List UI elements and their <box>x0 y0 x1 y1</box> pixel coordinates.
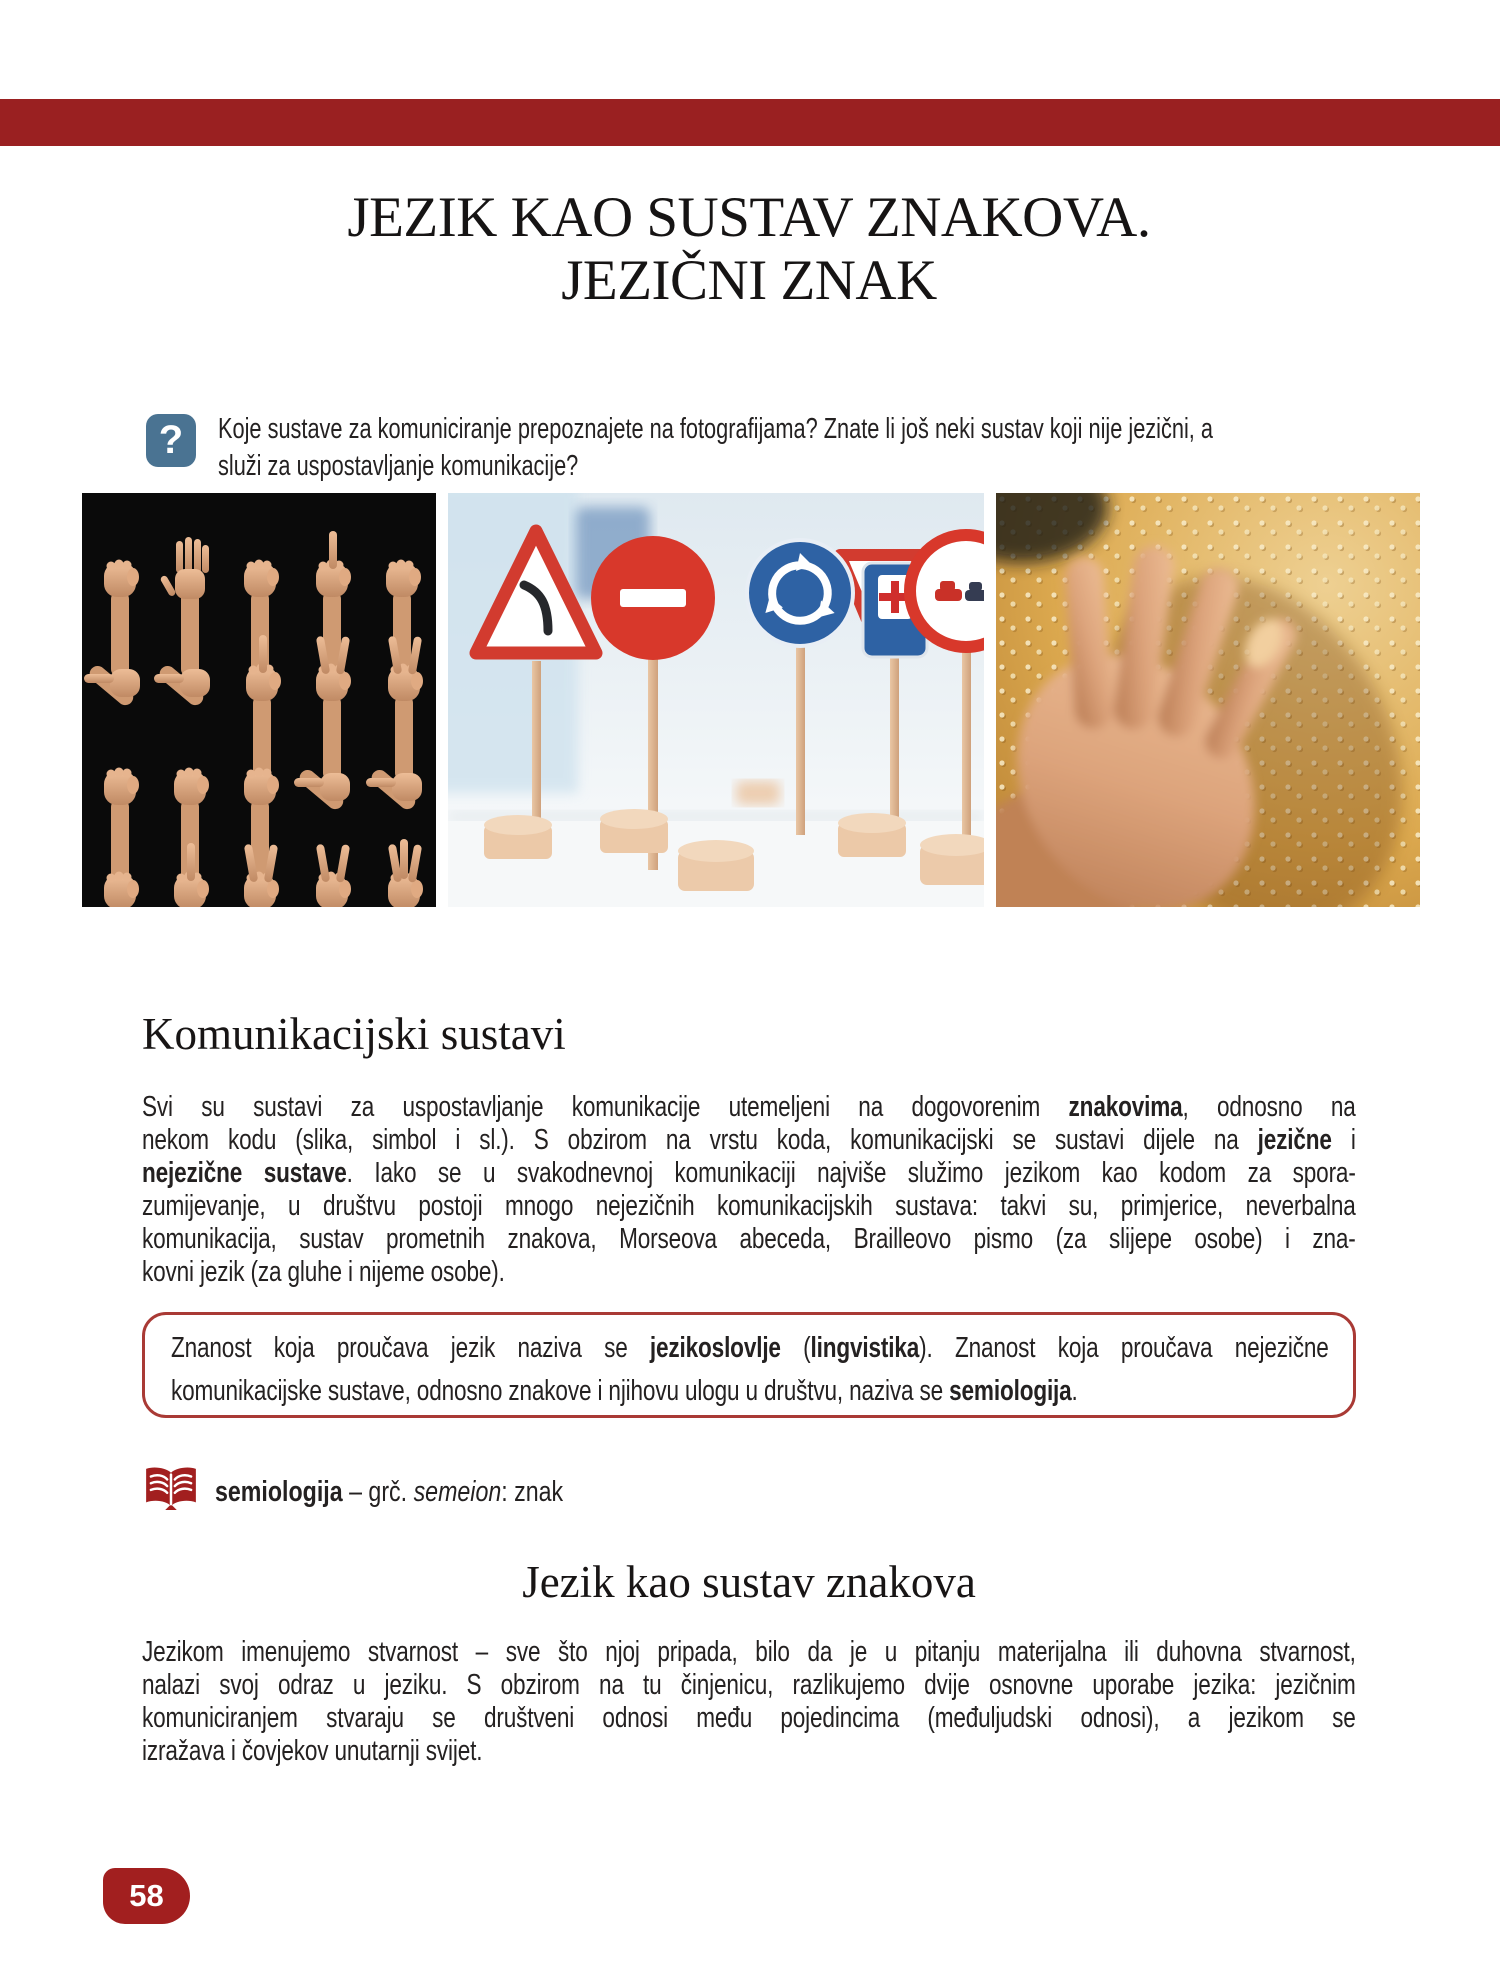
page-title-line2: JEZIČNI ZNAK <box>561 249 937 312</box>
question-text: Koje sustave za komuniciranje prepoznajete na fotografijama? Znate li još neki sustav koji nije jezični, a služi za uspostavljanje komunikacije? <box>218 413 1213 482</box>
question-mark-glyph: ? <box>158 418 184 462</box>
page-title-line1: JEZIK KAO SUSTAV ZNAKOVA. <box>347 186 1151 249</box>
sign-language-illustration <box>82 493 436 907</box>
page-number-badge <box>103 1868 190 1924</box>
definition-box <box>142 1312 1356 1418</box>
page-number: 58 <box>129 1878 164 1913</box>
book-icon <box>142 1466 200 1510</box>
section-heading-komunikacijski-sustavi: Komunikacijski sustavi <box>142 1009 566 1059</box>
definition-box-text: Znanost koja proučava jezik naziva se jezikoslovlje (lingvistika). Znanost koja proučava nejezične komunikacijske sustave, odnosno znakove i njihovu ulogu u društvu, naziva se semiologija. <box>171 1332 1329 1407</box>
paragraph-jezik-kao-sustav-znakova: Jezikom imenujemo stvarnost – sve što njoj pripada, bilo da je u pitanju materijalna ili duhovna stvarnost, nalazi svoj odraz u jeziku. S obzirom na tu činjenicu, razlikujemo dvije osnovne uporabe jezika: jezičnim komuniciranjem stvaraju se društveni odnosi među pojedincima (međuljudski odnosi), a jezikom se izražava i čovjekov unutarnji svijet. <box>142 1636 1356 1767</box>
page-title <box>142 186 1356 312</box>
braille-illustration <box>996 493 1420 907</box>
photo-toy-traffic-signs <box>448 493 984 907</box>
photo-braille-reading <box>996 493 1420 907</box>
traffic-signs-illustration <box>448 493 984 907</box>
paragraph-komunikacijski-sustavi: Svi su sustavi za uspostavljanje komunikacije utemeljeni na dogovorenim znakovima, odnosno na nekom kodu (slika, simbol i sl.). S obzirom na vrstu koda, komunikacijski se sustavi dijele na jezične i nejezične sustave. Iako se u svakodnevnoj komunikaciji najviše služimo jezikom kao kodom za spora- zumijevanje, u društvu postoji mnogo nejezičnih komunikacijskih sustava: takvi su, primjerice, neverbalna komunikacija, sustav prometnih znakova, Morseova abeceda, Brailleovo pismo (za slijepe osobe) i zna- kovni jezik (za gluhe i nijeme osobe). <box>142 1091 1356 1288</box>
question-icon <box>146 414 196 467</box>
top-accent-bar <box>0 99 1500 146</box>
section-heading-jezik-kao-sustav-znakova: Jezik kao sustav znakova <box>522 1557 976 1607</box>
term-gloss-semiologija: semiologija – grč. semeion: znak <box>215 1476 564 1508</box>
photo-sign-language-hands <box>82 493 436 907</box>
